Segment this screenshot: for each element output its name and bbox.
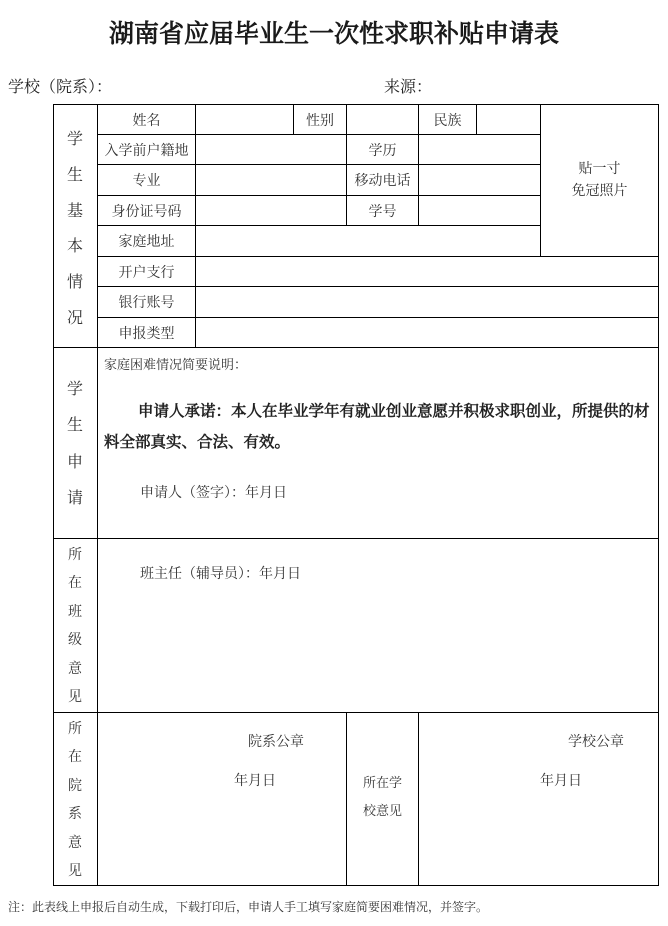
id-number-label: 身份证号码	[111, 203, 182, 220]
section-apply-label	[53, 376, 97, 508]
section-dept-label	[53, 718, 97, 880]
education-label: 学历	[368, 142, 397, 159]
hardship-label: 家庭困难情况简要说明：	[104, 358, 248, 373]
school-seal-label: 学校公章	[568, 734, 624, 750]
ethnicity-label: 民族	[433, 112, 462, 129]
section-basic-char: 况	[66, 307, 83, 327]
section-apply-char: 请	[66, 487, 83, 507]
footnote: 注：此表线上申报后自动生成，下载打印后，申请人手工填写家庭简要困难情况，并签字。	[8, 900, 489, 914]
student-no-field[interactable]	[419, 196, 540, 225]
section-class-char: 意	[68, 660, 82, 677]
section-dept-char: 在	[68, 749, 82, 766]
section-dept-char: 院	[68, 777, 82, 794]
border-bottom	[53, 885, 659, 886]
section-dept-char: 所	[68, 721, 82, 737]
name-label: 姓名	[132, 112, 161, 129]
col-line-dept-2	[418, 712, 419, 886]
section-basic-char: 本	[66, 236, 83, 256]
school-opinion-line-1: 所在学	[362, 776, 402, 791]
section-class-label	[53, 544, 97, 706]
section-apply-char: 申	[66, 451, 83, 471]
school-opinion-label	[347, 770, 418, 826]
dept-date: 年月日	[234, 773, 276, 789]
bank-branch-label: 开户支行	[118, 264, 175, 281]
section-dept-char: 系	[68, 806, 82, 823]
school-opinion-line-2: 校意见	[362, 804, 402, 819]
section-dept-char: 意	[68, 834, 82, 851]
source-label: 来源：	[384, 77, 433, 96]
address-field[interactable]	[196, 226, 540, 256]
bank-account-label: 银行账号	[118, 295, 175, 311]
section-class-char: 班	[68, 603, 82, 620]
school-date: 年月日	[540, 773, 582, 789]
section-basic-label	[53, 126, 97, 328]
education-field[interactable]	[419, 135, 540, 164]
section-class-char: 在	[68, 575, 82, 592]
gender-field[interactable]	[347, 105, 418, 134]
id-number-field[interactable]	[196, 196, 346, 225]
mobile-label: 移动电话	[354, 173, 411, 189]
section-apply-char: 学	[66, 379, 83, 398]
photo-line-1: 贴一寸	[578, 161, 621, 177]
divider-dept	[53, 712, 659, 713]
dept-seal-label: 院系公章	[248, 734, 304, 750]
name-field[interactable]	[196, 105, 293, 134]
gender-label: 性别	[306, 112, 334, 129]
applicant-pledge: 申请人承诺：本人在毕业学年有就业创业意愿并积极求职创业，所提供的材料全部真实、合法、有效。	[104, 402, 650, 451]
section-basic-char: 情	[66, 272, 83, 292]
section-basic-char: 学	[66, 129, 83, 148]
form-title: 湖南省应届毕业生一次性求职补贴申请表	[108, 19, 559, 48]
section-class-char: 级	[68, 632, 82, 649]
section-class-char: 见	[68, 688, 82, 705]
major-label: 专业	[132, 173, 161, 189]
section-basic-char: 基	[66, 200, 83, 220]
school-label: 学校（院系）：	[8, 77, 113, 96]
bank-branch-field[interactable]	[196, 257, 658, 286]
class-teacher-signature: 班主任（辅导员）：年月日	[140, 566, 301, 582]
household-label: 入学前户籍地	[104, 142, 189, 159]
section-basic-char: 生	[66, 164, 83, 184]
mobile-field[interactable]	[419, 165, 540, 195]
household-field[interactable]	[196, 135, 346, 164]
photo-line-2: 免冠照片	[571, 183, 628, 199]
border-right	[658, 104, 659, 886]
photo-placeholder	[541, 150, 658, 210]
apply-type-field[interactable]	[196, 318, 658, 347]
bank-account-field[interactable]	[196, 287, 658, 317]
student-no-label: 学号	[368, 203, 397, 220]
major-field[interactable]	[196, 165, 346, 195]
divider-apply	[53, 347, 659, 348]
section-dept-char: 见	[68, 862, 82, 879]
apply-type-label: 申报类型	[118, 325, 175, 342]
ethnicity-field[interactable]	[477, 105, 540, 134]
section-apply-char: 生	[66, 415, 83, 435]
section-class-char: 所	[68, 547, 82, 563]
address-label: 家庭地址	[118, 234, 175, 250]
applicant-signature: 申请人（签字）：年月日	[140, 485, 287, 501]
divider-class	[53, 538, 659, 539]
